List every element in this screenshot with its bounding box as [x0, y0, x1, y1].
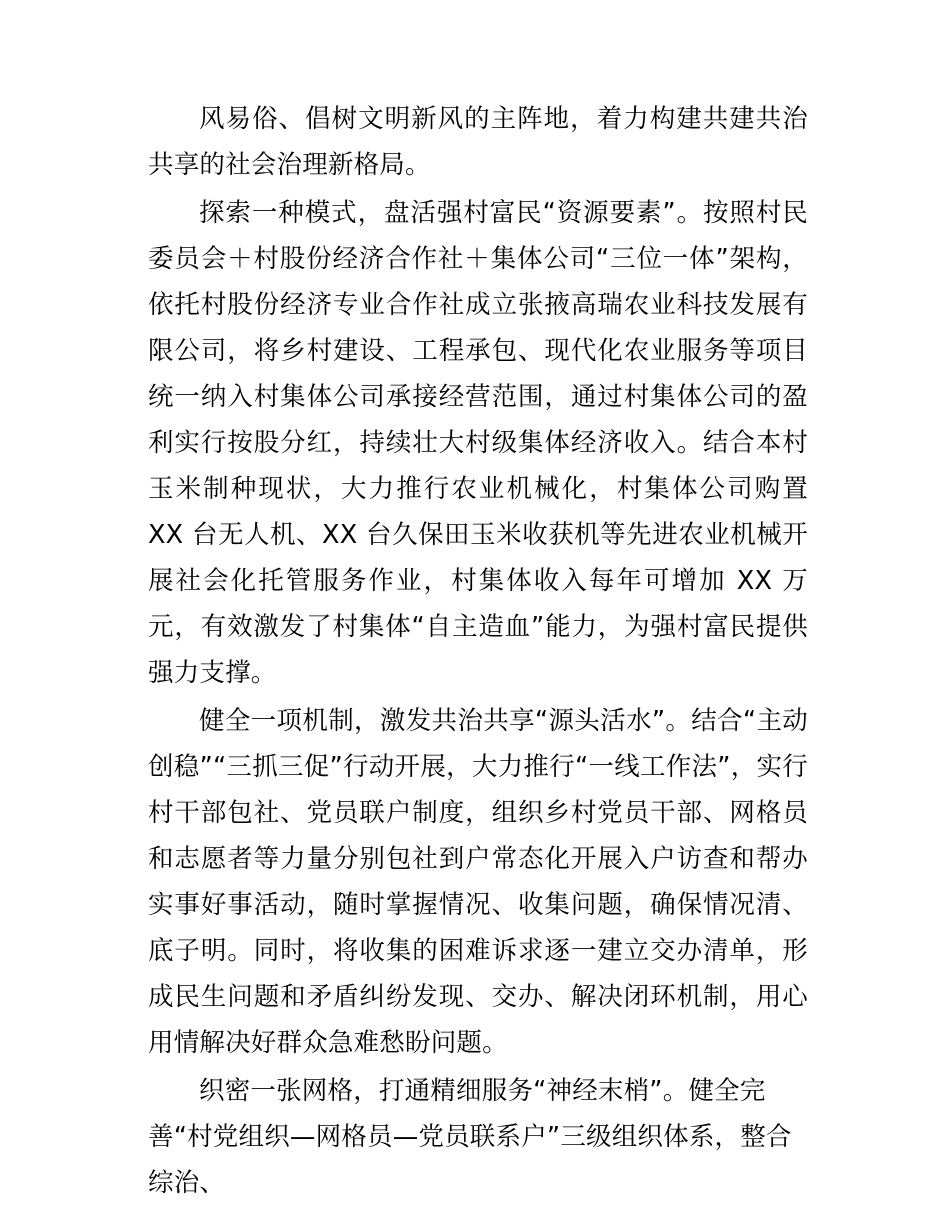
paragraph-1: 风易俗、倡树文明新风的主阵地，着力构建共建共治共享的社会治理新格局。 [148, 104, 808, 180]
paragraph-4: 织密一张网格，打通精细服务“神经末梢”。健全完善“村党组织—网格员—党员联系户”三级组织体系，整合综治、 [148, 1076, 792, 1198]
paragraph-3: 健全一项机制，激发共治共享“源头活水”。结合“主动创稳”“三抓三促”行动开展，大力推行“一线工作法”，实行村干部包社、党员联户制度，组织乡村党员干部、网格员和志愿者等力量分别包社到户常态化开展入户访查和帮办实事好事活动，随时掌握情况、收集问题，确保情况清、底子明。同时，将收集的困难诉求逐一建立交办清单，形成民生问题和矛盾纠纷发现、交办、解决闭环机制，用心用情解决好群众急难愁盼问题。 [148, 706, 808, 1058]
document-body [148, 96, 808, 1208]
paragraph-2: 探索一种模式，盘活强村富民“资源要素”。按照村民委员会＋村股份经济合作社＋集体公司“三位一体”架构，依托村股份经济专业合作社成立张掖高瑞农业科技发展有限公司，将乡村建设、工程承包、现代化农业服务等项目统一纳入村集体公司承接经营范围，通过村集体公司的盈利实行按股分红，持续壮大村级集体经济收入。结合本村玉米制种现状，大力推行农业机械化，村集体公司购置 XX 台无人机、XX 台久保田玉米收获机等先进农业机械开展社会化托管服务作业，村集体收入每年可增加 XX 万元，有效激发了村集体“自主造血”能力，为强村富民提供强力支撑。 [148, 198, 808, 688]
